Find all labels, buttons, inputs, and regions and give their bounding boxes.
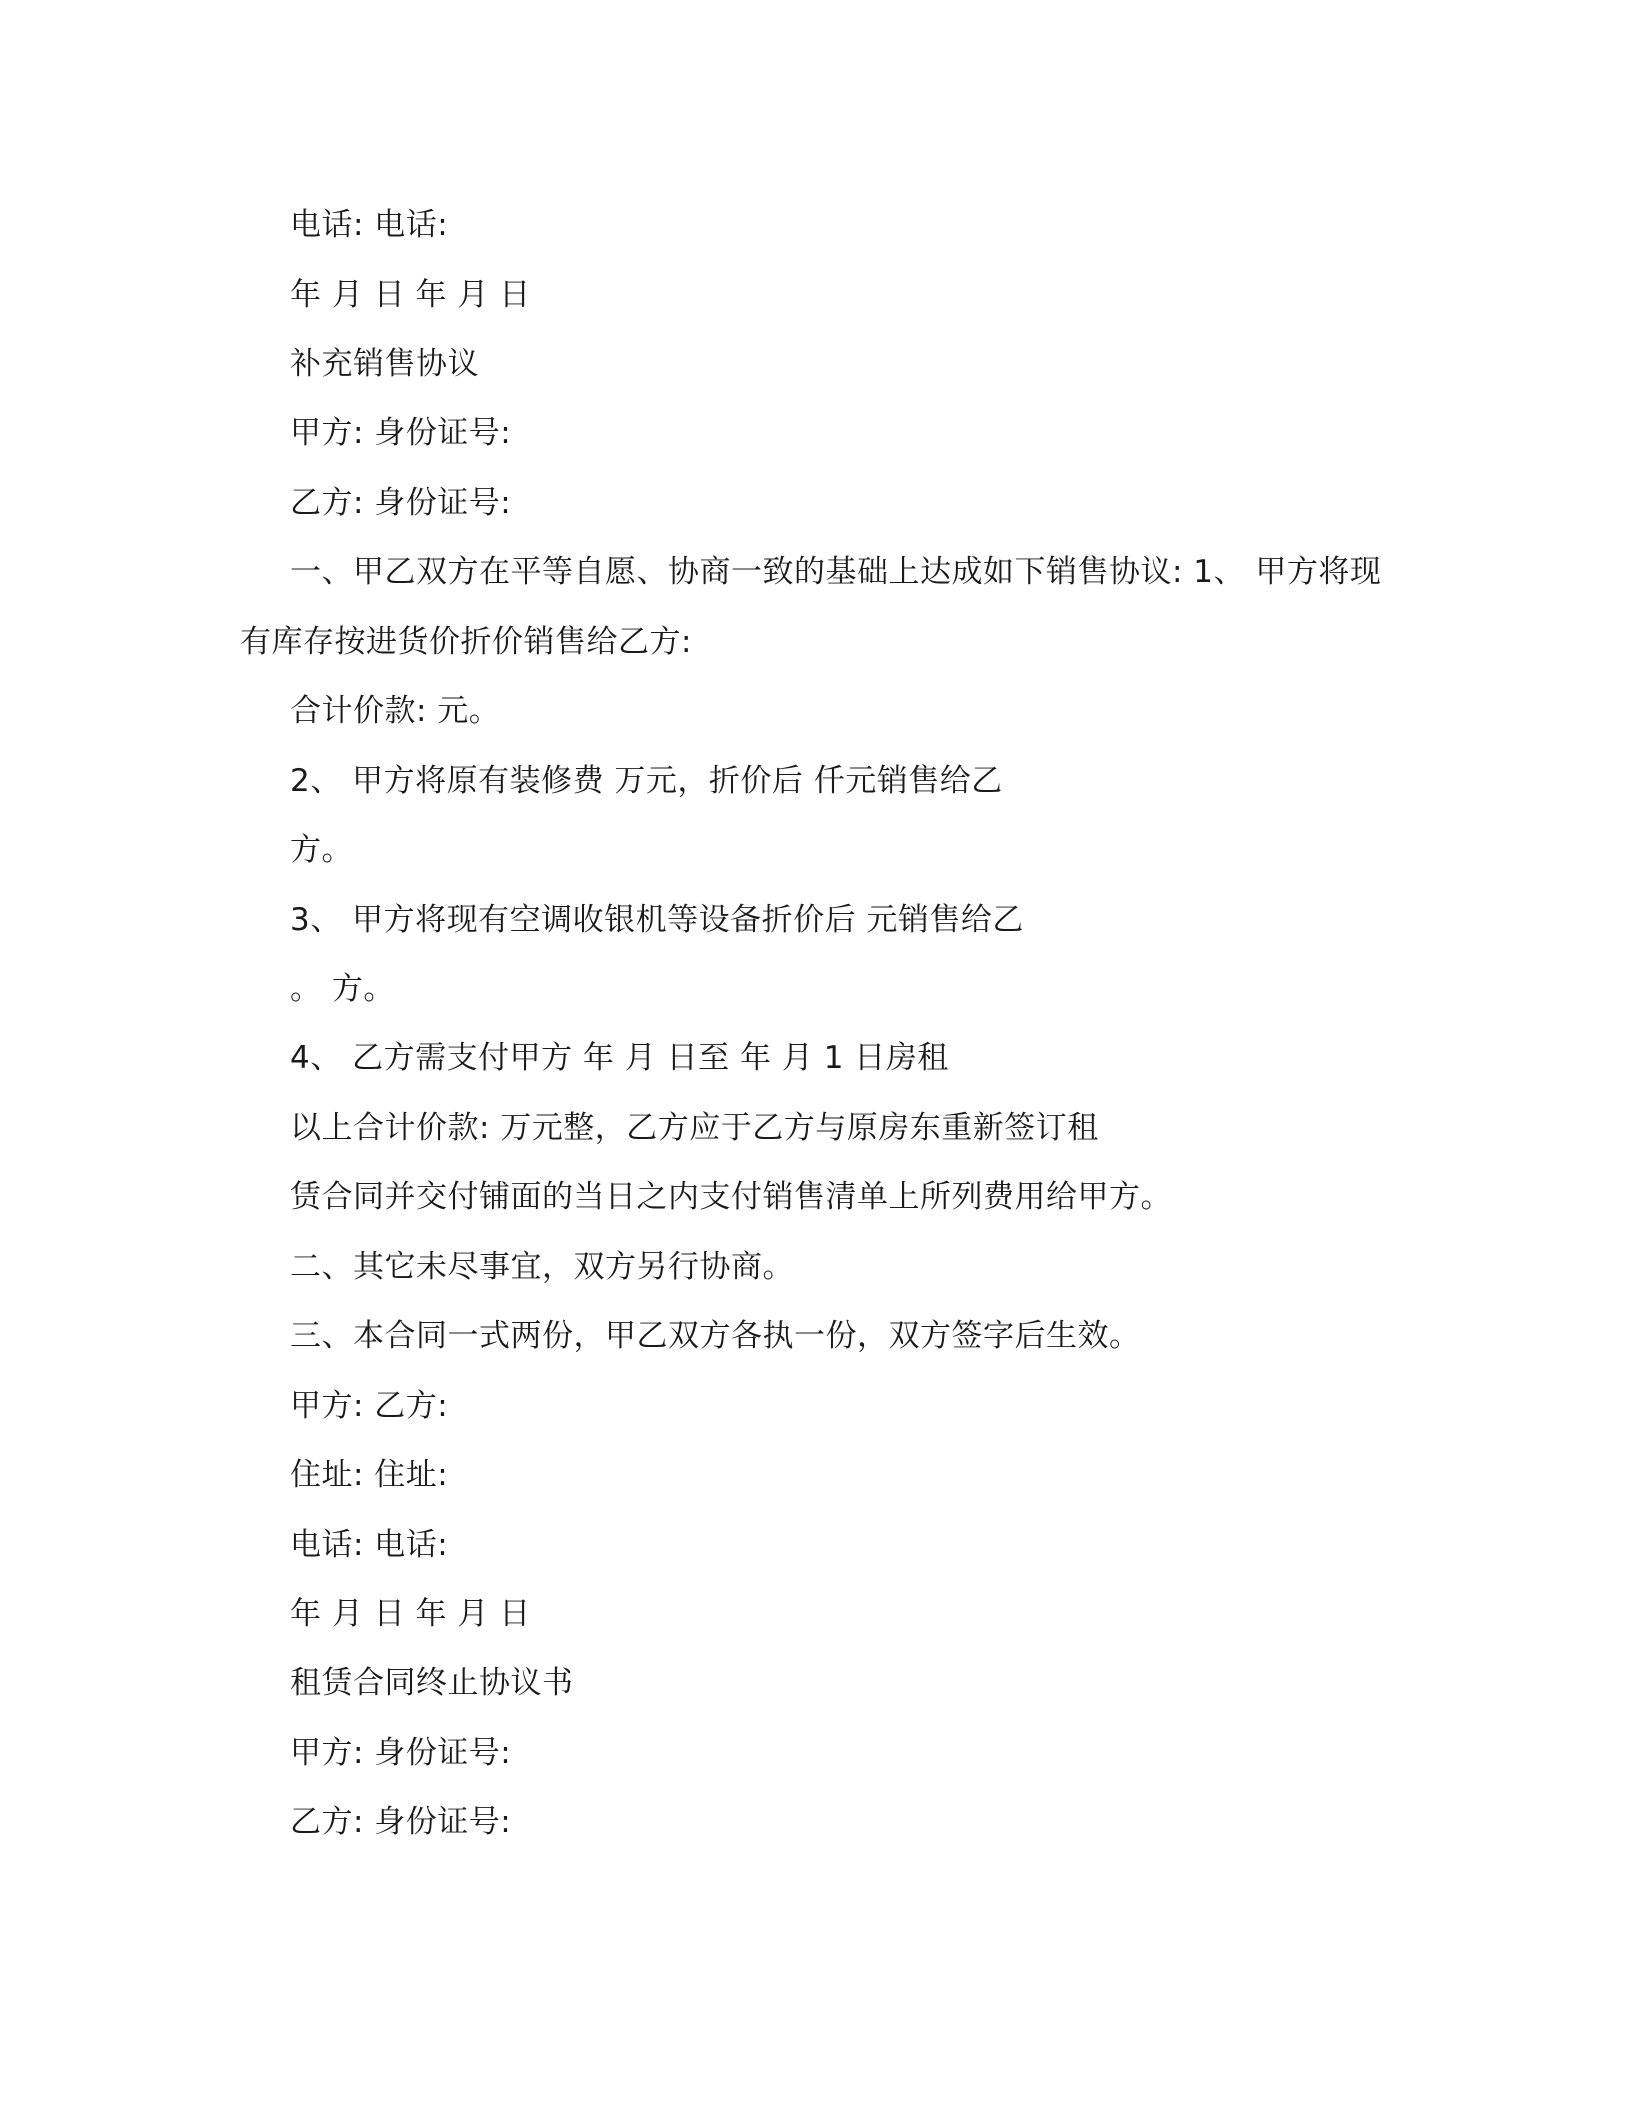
clause-3-line: 三、本合同一式两份，甲乙双方各执一份，双方签字后生效。 — [290, 1318, 1141, 1354]
item-3-line-1: 3、 甲方将现有空调收银机等设备折价后 元销售给乙 — [290, 902, 1024, 938]
payment-line-1: 以上合计价款: 万元整，乙方应于乙方与原房东重新签订租 — [290, 1110, 1099, 1146]
section-title: 补充销售协议 — [290, 346, 479, 382]
next-section-title: 租赁合同终止协议书 — [290, 1665, 574, 1701]
phone-line-2: 电话: 电话: — [290, 1527, 449, 1563]
date-line: 年 月 日 年 月 日 — [290, 277, 531, 313]
party-a-id-line-2: 甲方: 身份证号: — [290, 1735, 512, 1771]
item-2-line-2: 方。 — [290, 832, 353, 868]
date-line-2: 年 月 日 年 月 日 — [290, 1596, 531, 1632]
clause-1-line-1: 一、甲乙双方在平等自愿、协商一致的基础上达成如下销售协议: 1、 甲方将现 — [290, 554, 1382, 590]
signature-parties-line: 甲方: 乙方: — [290, 1388, 449, 1424]
party-b-id-line-2: 乙方: 身份证号: — [290, 1804, 512, 1840]
total-price-line: 合计价款: 元。 — [290, 693, 501, 729]
clause-2-line: 二、其它未尽事宜，双方另行协商。 — [290, 1249, 794, 1285]
payment-line-2: 赁合同并交付铺面的当日之内支付销售清单上所列费用给甲方。 — [290, 1179, 1172, 1215]
item-4-line: 4、 乙方需支付甲方 年 月 日至 年 月 1 日房租 — [290, 1040, 949, 1076]
party-a-id-line: 甲方: 身份证号: — [290, 415, 512, 451]
phone-line: 电话: 电话: — [290, 207, 449, 243]
address-line: 住址: 住址: — [290, 1457, 449, 1493]
item-2-line-1: 2、 甲方将原有装修费 万元，折价后 仟元销售给乙 — [290, 763, 1003, 799]
party-b-id-line: 乙方: 身份证号: — [290, 485, 512, 521]
item-3-line-2: 。 方。 — [290, 971, 395, 1007]
clause-1-line-2: 有库存按进货价折价销售给乙方: — [240, 624, 692, 660]
